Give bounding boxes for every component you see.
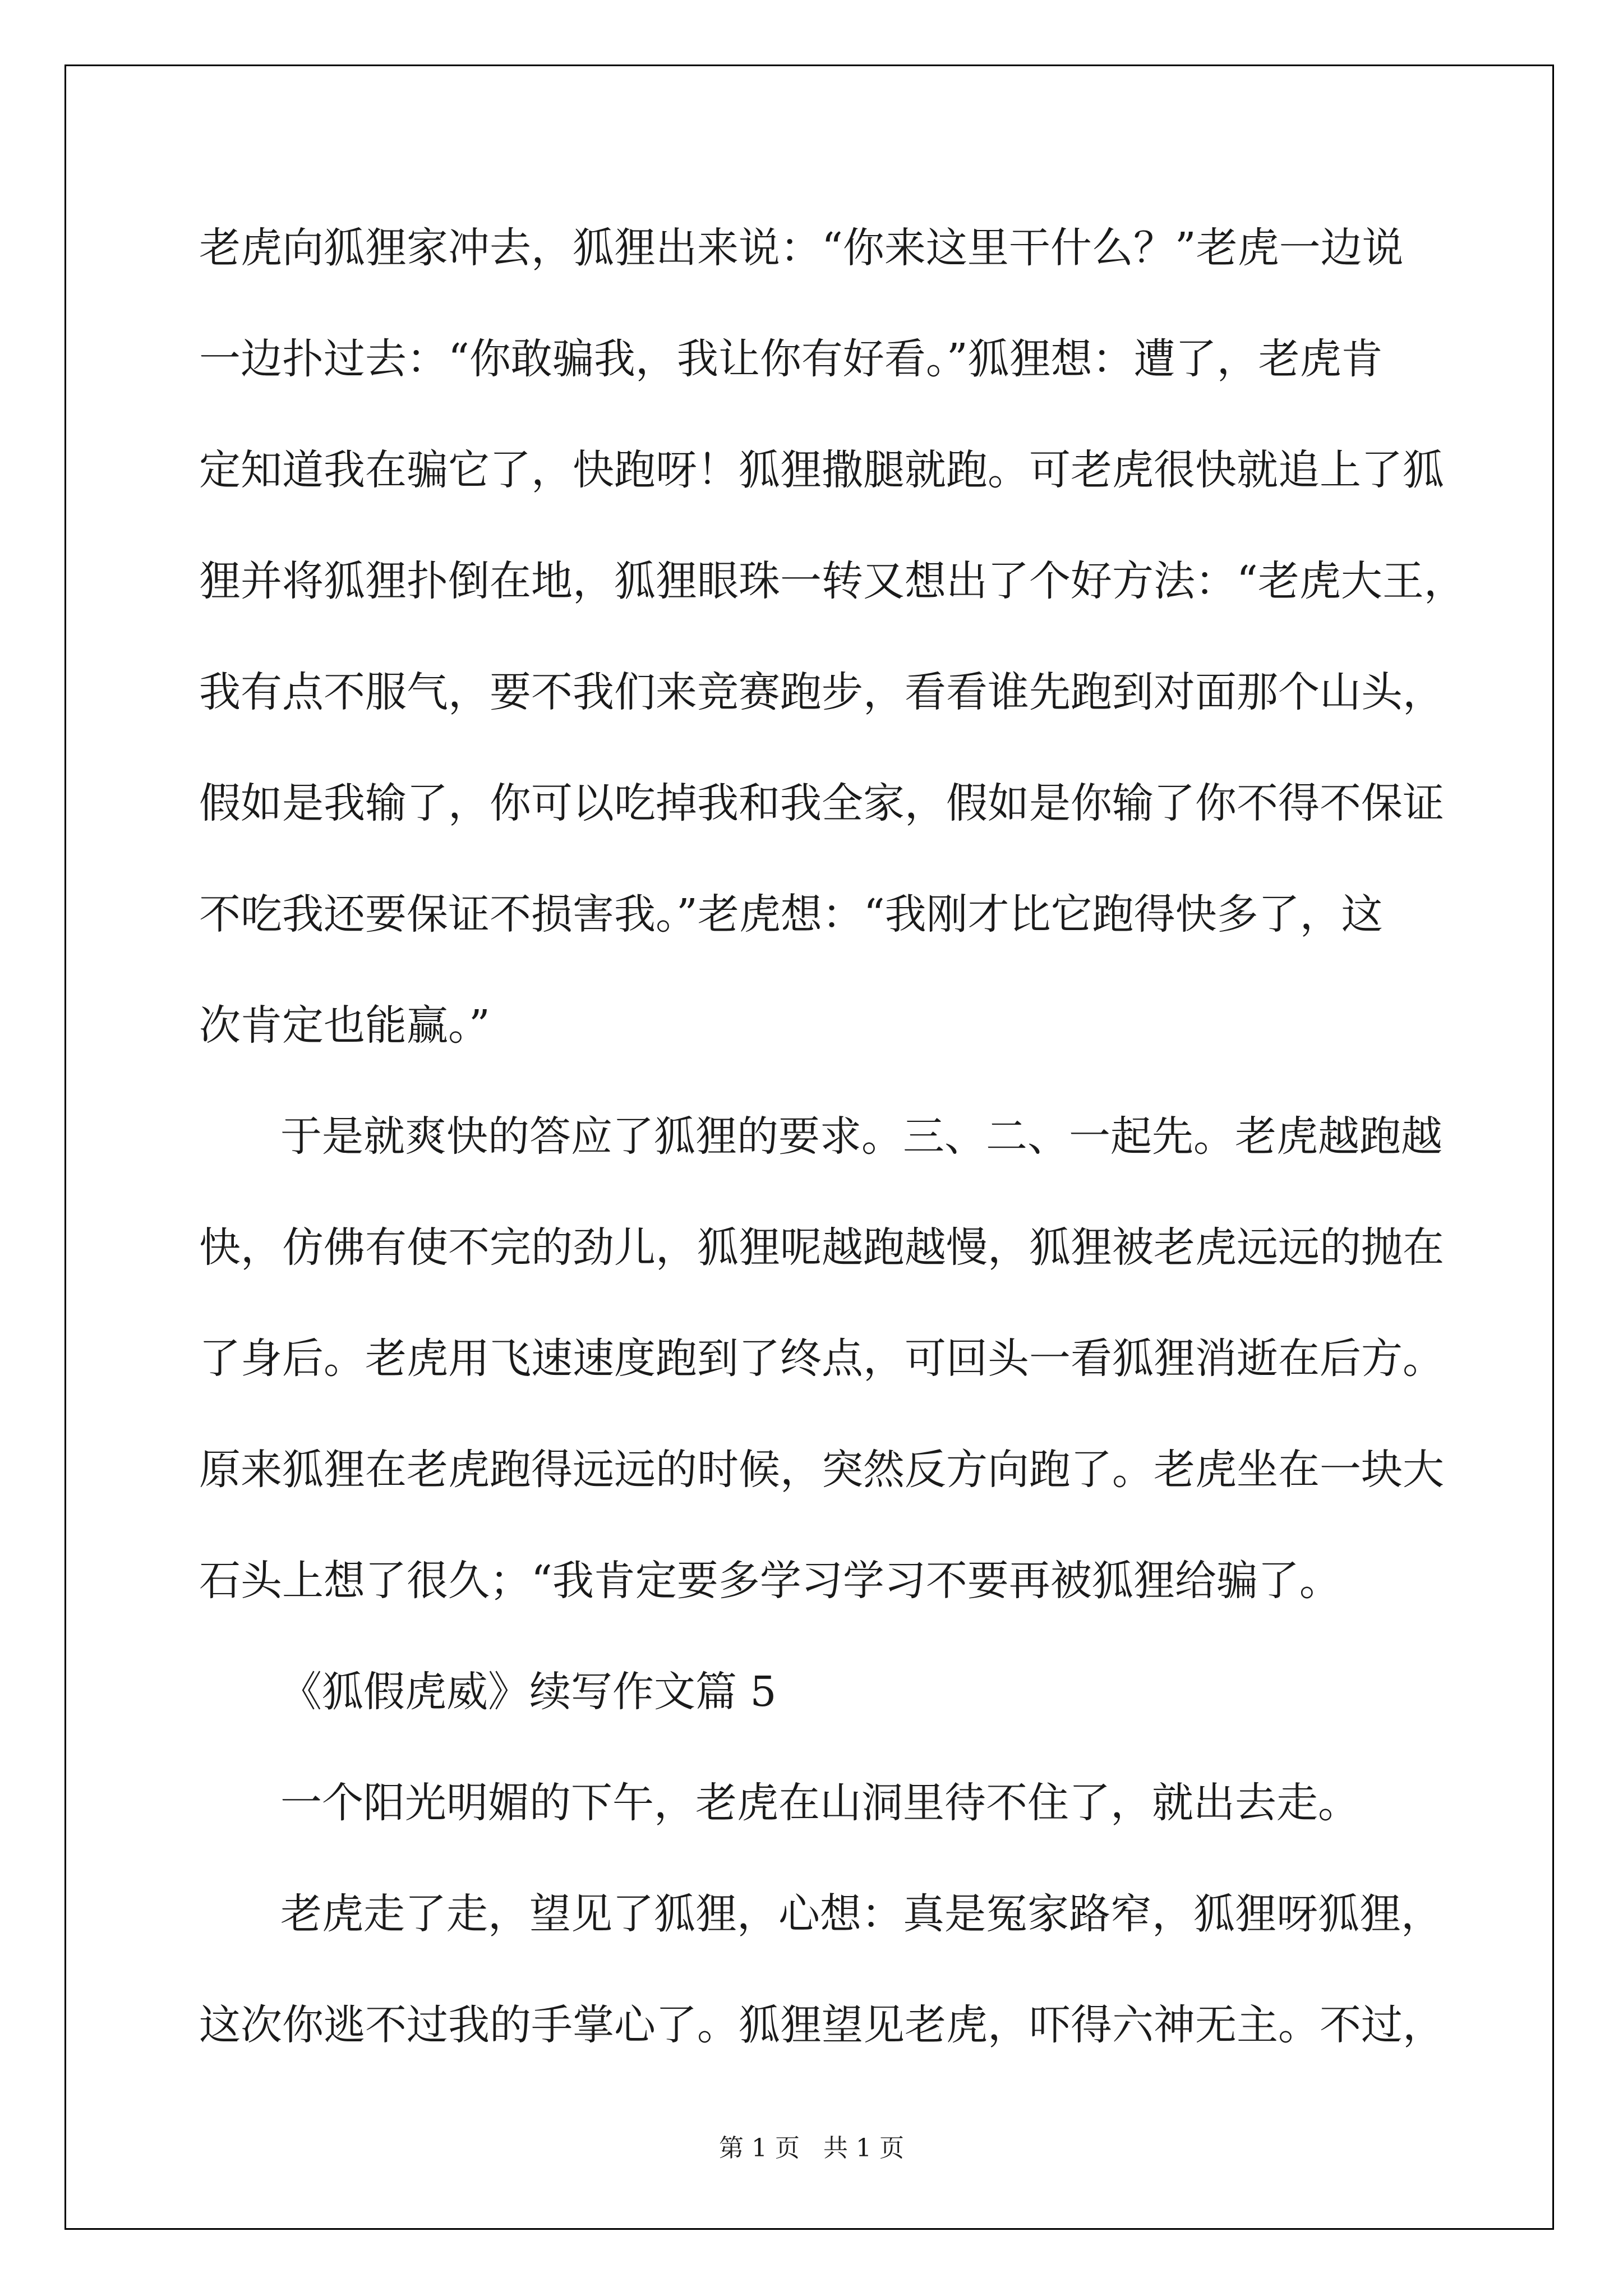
page-footer: 第 1 页 共 1 页 <box>719 2134 904 2162</box>
paragraph-line: 狸并将狐狸扑倒在地，狐狸眼珠一转又想出了个好方法：“老虎大王， <box>199 557 1465 605</box>
paragraph-line: 了身后。老虎用飞速速度跑到了终点，可回头一看狐狸消逝在后方。 <box>199 1335 1444 1383</box>
paragraph-line: 石头上想了很久；“我肯定要多学习学习不要再被狐狸给骗了。 <box>199 1557 1341 1605</box>
paragraph-line: 老虎向狐狸家冲去，狐狸出来说：“你来这里干什么？”老虎一边说 <box>199 224 1404 272</box>
paragraph-line: 快，仿佛有使不完的劲儿，狐狸呢越跑越慢，狐狸被老虎远远的抛在 <box>199 1223 1444 1272</box>
paragraph-line: 老虎走了走，望见了狐狸，心想：真是冤家路窄，狐狸呀狐狸， <box>280 1890 1442 1938</box>
paragraph-line: 次肯定也能赢。” <box>199 1001 490 1050</box>
paragraph-line: 我有点不服气，要不我们来竞赛跑步，看看谁先跑到对面那个山头， <box>199 668 1444 716</box>
paragraph-line: 不吃我还要保证不损害我。”老虎想：“我刚才比它跑得快多了，这 <box>199 890 1383 938</box>
paragraph-line: 原来狐狸在老虎跑得远远的时候，突然反方向跑了。老虎坐在一块大 <box>199 1446 1444 1494</box>
paragraph-line: 一边扑过去：“你敢骗我，我让你有好看。”狐狸想：遭了，老虎肯 <box>199 335 1383 383</box>
section-heading: 《狐假虎威》续写作文篇 5 <box>280 1668 777 1716</box>
paragraph-line: 一个阳光明媚的下午，老虎在山洞里待不住了，就出去走。 <box>280 1779 1359 1827</box>
paragraph-line: 于是就爽快的答应了狐狸的要求。三、二、一起先。老虎越跑越 <box>280 1112 1442 1161</box>
paragraph-line: 假如是我输了，你可以吃掉我和我全家，假如是你输了你不得不保证 <box>199 779 1444 827</box>
paragraph-line: 这次你逃不过我的手掌心了。狐狸望见老虎，吓得六神无主。不过， <box>199 2001 1444 2049</box>
paragraph-line: 定知道我在骗它了，快跑呀！狐狸撒腿就跑。可老虎很快就追上了狐 <box>199 446 1444 494</box>
